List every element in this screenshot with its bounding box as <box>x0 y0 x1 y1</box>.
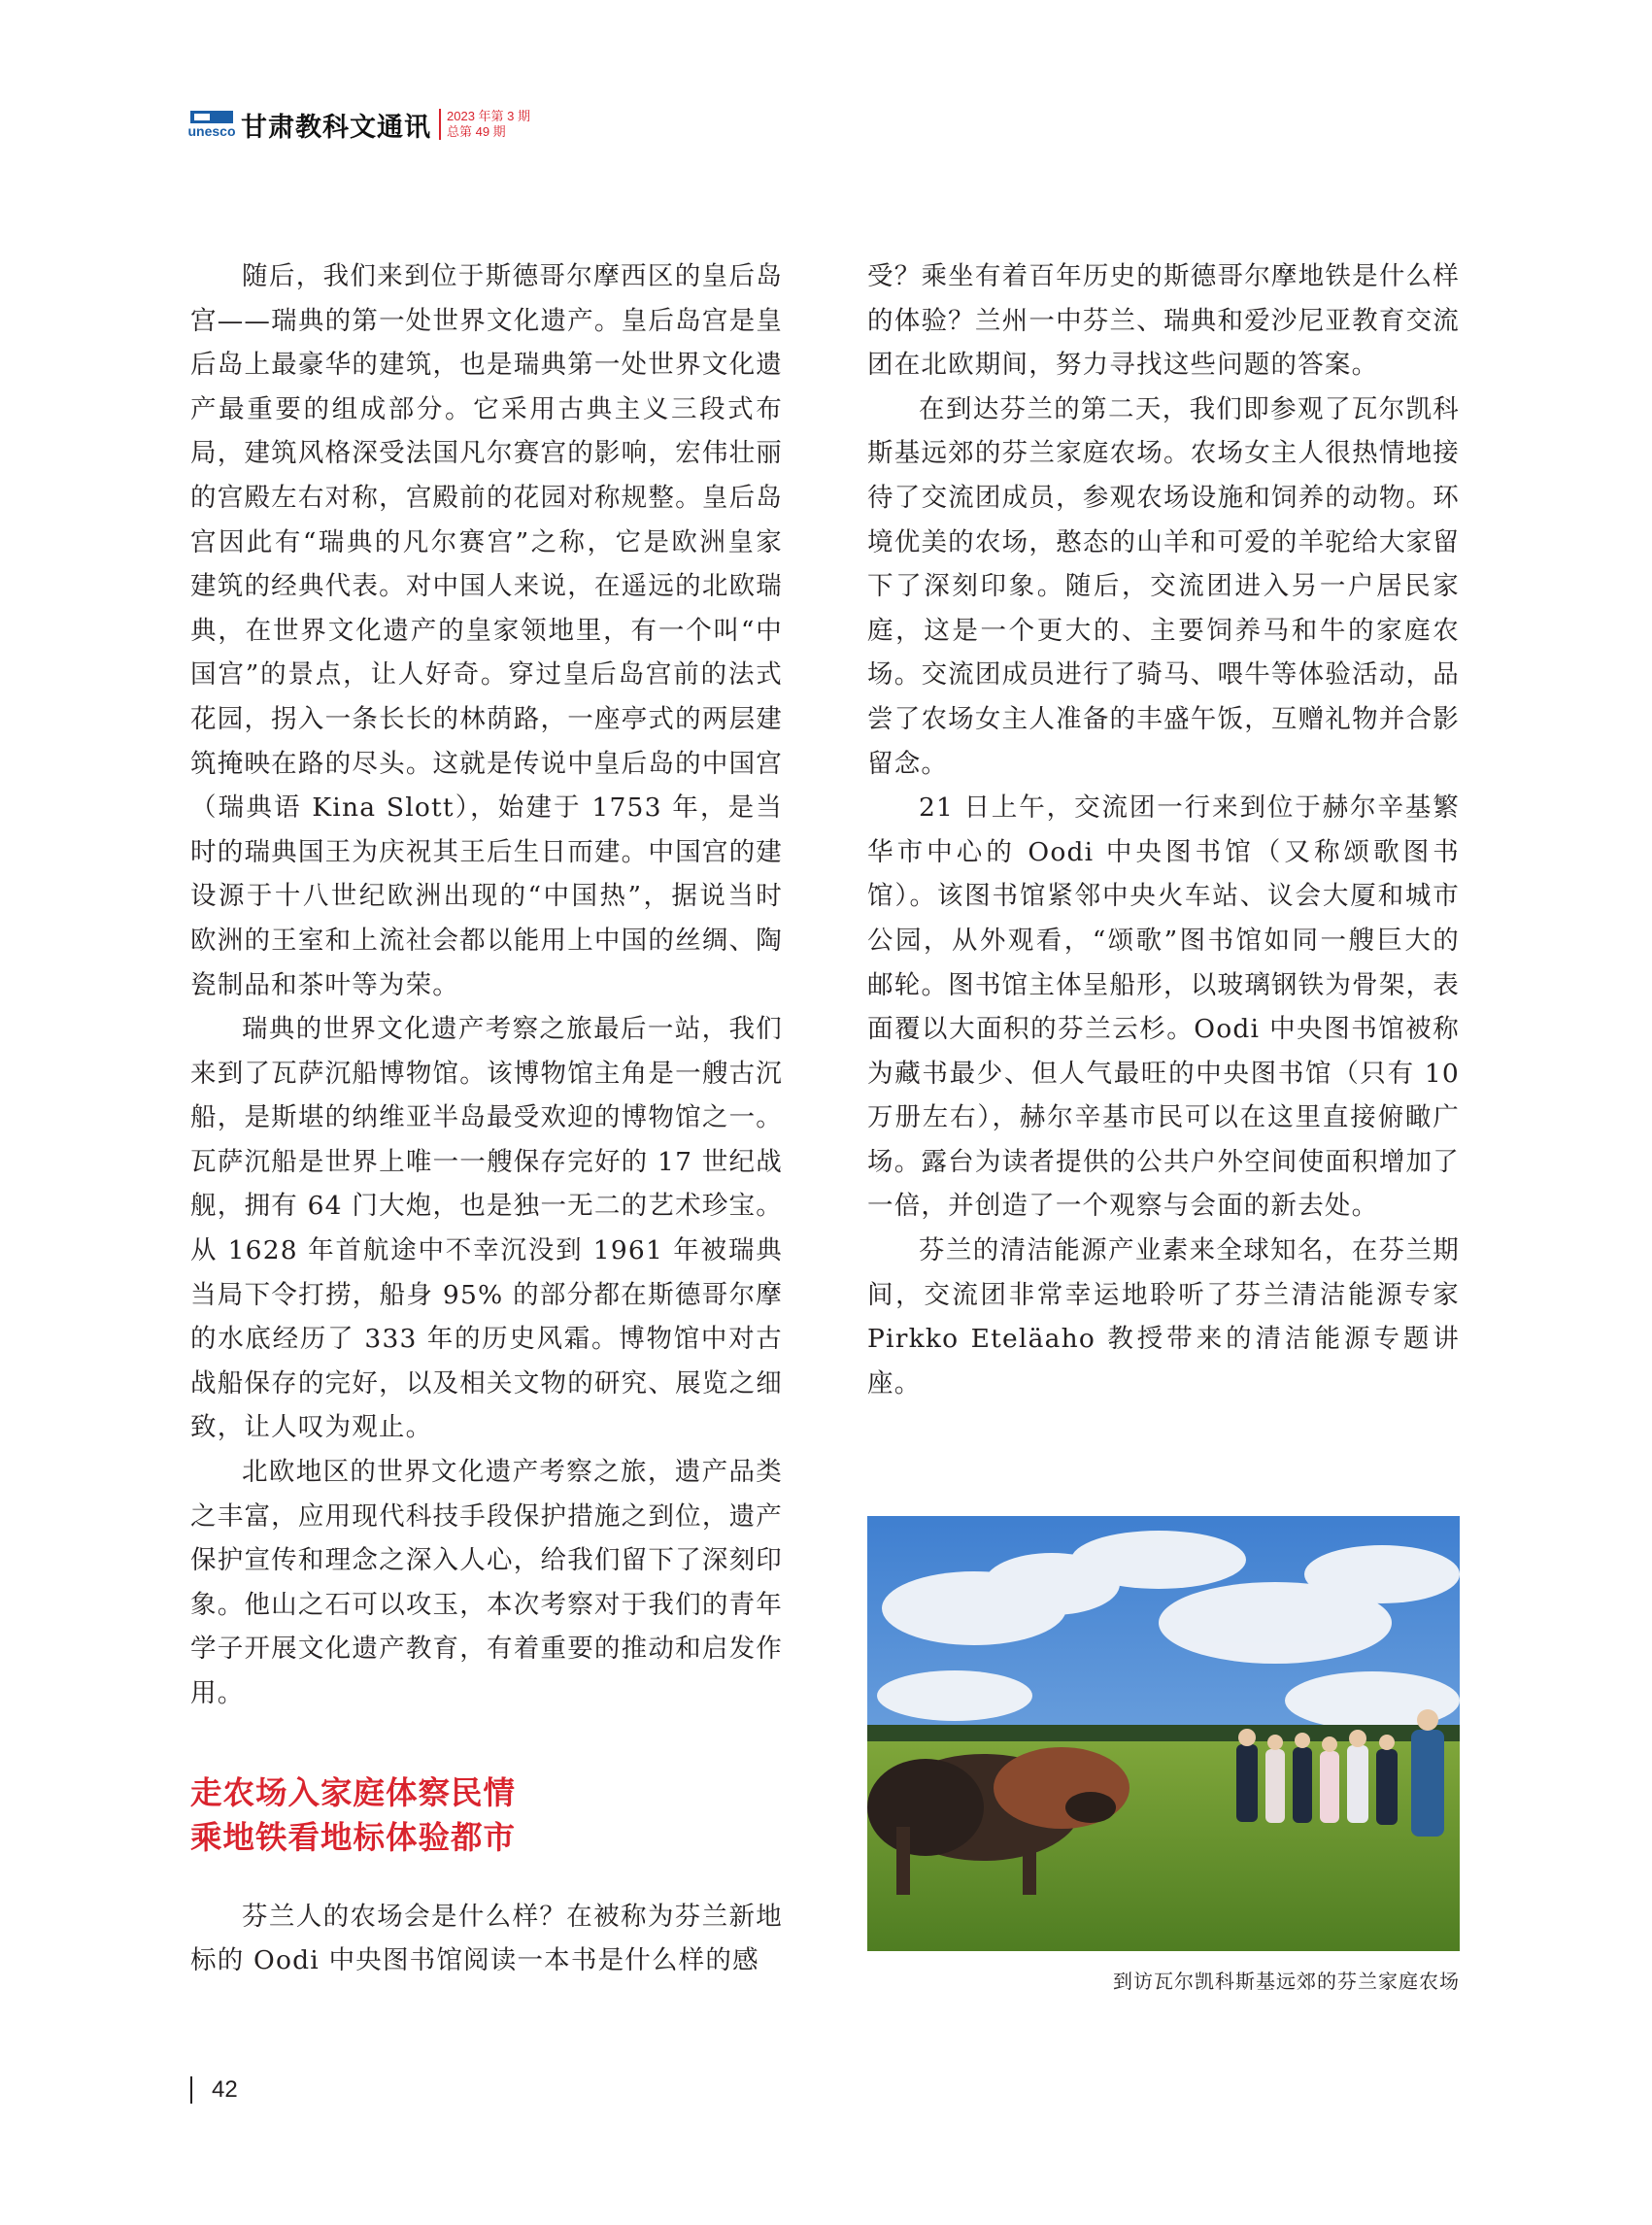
paragraph-clean-energy: 芬兰的清洁能源产业素来全球知名，在芬兰期间，交流团非常幸运地聆听了芬兰清洁能源专家 Pirkko Eteläaho 教授带来的清洁能源专题讲座。 <box>867 1235 1460 1399</box>
right-column <box>867 254 1460 1405</box>
paragraph-vasa-museum: 瑞典的世界文化遗产考察之旅最后一站，我们来到了瓦萨沉船博物馆。该博物馆主角是一艘古沉船，是斯堪的纳维亚半岛最受欢迎的博物馆之一。瓦萨沉船是世界上唯一一艘保存完好的 17 世纪战舰，拥有 64 门大炮，也是独一无二的艺术珍宝。从 1628 年首航途中不幸沉没到 1961 年被瑞典当局下令打捞，船身 95% 的部分都在斯德哥尔摩的水底经历了 333 年的历史风霜。博物馆中对古战船保存的完好，以及相关文物的研究、展览之细致，让人叹为观止。 <box>190 1014 783 1443</box>
issue-year-number: 2023 年第 3 期 <box>447 109 530 123</box>
header-divider <box>439 109 441 140</box>
section-heading <box>190 1770 783 1860</box>
paragraph-drottningholm: 随后，我们来到位于斯德哥尔摩西区的皇后岛宫——瑞典的第一处世界文化遗产。皇后岛宫是皇后岛上最豪华的建筑，也是瑞典第一处世界文化遗产最重要的组成部分。它采用古典主义三段式布局，建筑风格深受法国凡尔赛宫的影响，宏伟壮丽的宫殿左右对称，宫殿前的花园对称规整。皇后岛宫因此有“瑞典的凡尔赛宫”之称，它是欧洲皇家建筑的经典代表。对中国人来说，在遥远的北欧瑞典，在世界文化遗产的皇家领地里，有一个叫“中国宫”的景点，让人好奇。穿过皇后岛宫前的法式花园，拐入一条长长的林荫路，一座亭式的两层建筑掩映在路的尽头。这就是传说中皇后岛的中国宫（瑞典语 Kina Slott），始建于 1753 年，是当时的瑞典国王为庆祝其王后生日而建。中国宫的建设源于十八世纪欧洲出现的“中国热”，据说当时欧洲的王室和上流社会都以能用上中国的丝绸、陶瓷制品和茶叶等为荣。 <box>190 261 783 1000</box>
unesco-emblem-icon <box>190 111 233 123</box>
page-number: 42 <box>212 2076 238 2103</box>
paragraph-farm-visit: 在到达芬兰的第二天，我们即参观了瓦尔凯科斯基远郊的芬兰家庭农场。农场女主人很热情地接待了交流团成员，参观农场设施和饲养的动物。环境优美的农场，憨态的山羊和可爱的羊驼给大家留下了深刻印象。随后，交流团进入另一户居民家庭，这是一个更大的、主要饲养马和牛的家庭农场。交流团成员进行了骑马、喂牛等体验活动，品尝了农场女主人准备的丰盛午饭，互赠礼物并合影留念。 <box>867 393 1460 779</box>
section-heading-line-2: 乘地铁看地标体验都市 <box>190 1818 517 1856</box>
unesco-logo-text: unesco <box>187 122 236 139</box>
unesco-logo <box>187 111 236 139</box>
left-column <box>190 254 783 1983</box>
magazine-title: 甘肃教科文通讯 <box>241 112 431 143</box>
page-footer <box>190 2074 238 2106</box>
paragraph-oodi-library: 21 日上午，交流团一行来到位于赫尔辛基繁华市中心的 Oodi 中央图书馆（又称颂歌图书馆）。该图书馆紧邻中央火车站、议会大厦和城市公园，从外观看，“颂歌”图书馆如同一艘巨大的邮轮。图书馆主体呈船形，以玻璃钢铁为骨架，表面覆以大面积的芬兰云杉。Oodi 中央图书馆被称为藏书最少、但人气最旺的中央图书馆（只有 10 万册左右），赫尔辛基市民可以在这里直接俯瞰广场。露台为读者提供的公共户外空间使面积增加了一倍，并创造了一个观察与会面的新去处。 <box>867 792 1460 1222</box>
photo-caption: 到访瓦尔凯科斯基远郊的芬兰家庭农场 <box>1113 1970 1460 1993</box>
paragraph-finland-intro: 芬兰人的农场会是什么样？在被称为芬兰新地标的 Oodi 中央图书馆阅读一本书是什么样的感 <box>190 1901 783 1976</box>
farm-photo-image <box>867 1516 1460 1951</box>
issue-info <box>447 109 530 140</box>
issue-total-number: 总第 49 期 <box>447 124 506 139</box>
folio-rule <box>190 2076 192 2104</box>
farm-photo <box>867 1516 1460 1951</box>
paragraph-summary: 北欧地区的世界文化遗产考察之旅，遗产品类之丰富，应用现代科技手段保护措施之到位，遗产保护宣传和理念之深入人心，给我们留下了深刻印象。他山之石可以攻玉，本次考察对于我们的青年学子开展文化遗产教育，有着重要的推动和启发作用。 <box>190 1457 783 1708</box>
page-header <box>187 107 530 143</box>
section-heading-line-1: 走农场入家庭体察民情 <box>190 1773 517 1811</box>
paragraph-finland-intro-continued: 受？乘坐有着百年历史的斯德哥尔摩地铁是什么样的体验？兰州一中芬兰、瑞典和爱沙尼亚教育交流团在北欧期间，努力寻找这些问题的答案。 <box>867 261 1460 381</box>
